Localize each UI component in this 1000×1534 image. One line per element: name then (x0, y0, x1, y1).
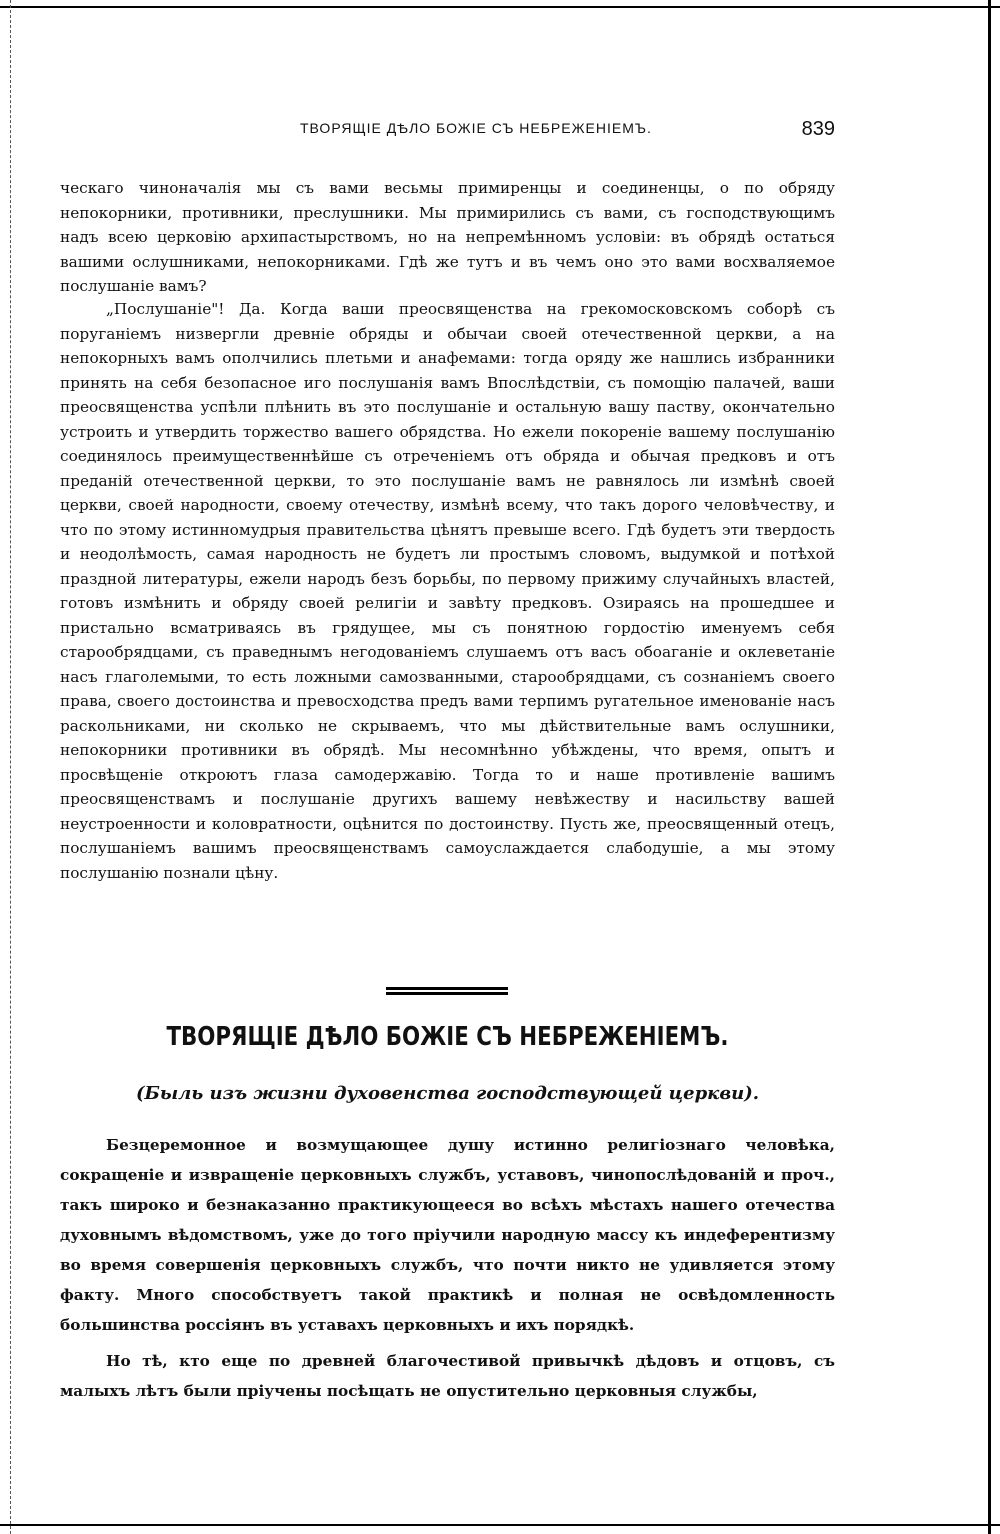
page-top-edge (0, 6, 1000, 8)
body-text-main (60, 297, 835, 885)
section-paragraph-2: Но тѣ, кто еще по древней благочестивой привычкѣ дѣдовъ и отцовъ, съ малыхъ лѣтъ были пріучены посѣщать не опустительно церковныя службы, (60, 1352, 835, 1400)
section-body-2 (60, 1346, 835, 1406)
page-right-edge (988, 0, 991, 1534)
body-text-continued (60, 176, 835, 299)
page-left-edge (10, 0, 11, 1534)
running-header (60, 118, 835, 142)
section-title: ТВОРЯЩІЕ ДѢЛО БОЖІЕ СЪ НЕБРЕЖЕНІЕМЪ. (166, 1022, 729, 1052)
paragraph-continued: ческаго чиноначалія мы съ вами весьмы примиренцы и соединенцы, о по обряду непокорники, противники, преслушники. Мы примирились съ вами, съ господствующимъ надъ всею церковію архипастырствомъ, но на непремѣнномъ условіи: въ обрядѣ остаться вашими ослушниками, непокорниками. Гдѣ же тутъ и въ чемъ оно это вами восхваляемое послушаніе вамъ? (60, 179, 835, 295)
page-number: 839 (801, 118, 835, 140)
section-body-1 (60, 1130, 835, 1340)
running-title: ТВОРЯЩІЕ ДѢЛО БОЖІЕ СЪ НЕБРЕЖЕНІЕМЪ. (300, 120, 652, 136)
paragraph-obedience: „Послушаніе"! Да. Когда ваши преосвященства на грекомосковскомъ соборѣ съ поруганіемъ низвергли древніе обряды и обычаи своей отечественной церкви, а на непокорныхъ вамъ ополчились плетьми и анафемами: тогда оряду же нашлись избранники принять на себя безопасное иго послушанія вамъ Впослѣдствіи, съ помощію палачей, ваши преосвященства успѣли плѣнить въ это послушаніе и остальную вашу паству, окончательно устроить и утвердить торжество вашего обрядства. Но ежели покореніе вашему послушанію соединялось преимущественнѣйше съ отреченіемъ отъ обряда и обычая предковъ и отъ преданій отечественной церкви, то это послушаніе вамъ не равнялось ли измѣнѣ своей церкви, своей народности, своему отечеству, измѣнѣ всему, что такъ дорого человѣчеству, и что по этому истинномудрыя правительства цѣнятъ превыше всего. Гдѣ будетъ эти твердость и неодолѣмость, самая народность не будетъ ли простымъ словомъ, выдумкой и потѣхой праздной литературы, ежели народъ безъ борьбы, по первому прижиму случайныхъ властей, готовъ измѣнить и обряду своей религіи и завѣту предковъ. Озираясь на прошедшее и пристально всматриваясь въ грядущее, мы съ понятною гордостію именуемъ себя старообрядцами, съ праведнымъ негодованіемъ слушаемъ отъ васъ обоаганіе и оклеветаніе насъ глаголемыми, то есть ложными самозванными, старообрядцами, съ сознаніемъ своего права, своего достоинства и превосходства предъ вами терпимъ ругательное именованіе насъ раскольниками, ни сколько не скрываемъ, что мы дѣйствительные вамъ ослушники, непокорники противники въ обрядѣ. Мы несомнѣнно убѣждены, что время, опытъ и просвѣщеніе откроютъ глаза самодержавію. Тогда то и наше противленіе вашимъ преосвященствамъ и послушаніе другихъ вашему невѣжеству и насильству вашей неустроенности и коловратности, оцѣнится по достоинству. Пусть же, преосвященный отецъ, послушаніемъ вашимъ преосвященствамъ самоуслаждается слабодушіе, а мы этому послушанію познали цѣну. (60, 300, 835, 882)
section-subtitle: (Быль изъ жизни духовенства господствующей церкви). (135, 1083, 760, 1104)
section-paragraph-1: Безцеремонное и возмущающее душу истинно религіознаго человѣка, сокращеніе и извращеніе церковныхъ службъ, уставовъ, чинопослѣдованій и проч., такъ широко и безнаказанно практикующееся во всѣхъ мѣстахъ нашего отечества духовнымъ вѣдомствомъ, уже до того пріучили народную массу къ индеферентизму во время совершенія церковныхъ службъ, что почти никто не удивляется этому факту. Много способствуетъ такой практикѣ и полная не освѣдомленность большинства россіянъ въ уставахъ церковныхъ и ихъ порядкѣ. (60, 1136, 835, 1334)
page-bottom-edge (0, 1524, 1000, 1526)
section-divider (386, 987, 508, 995)
